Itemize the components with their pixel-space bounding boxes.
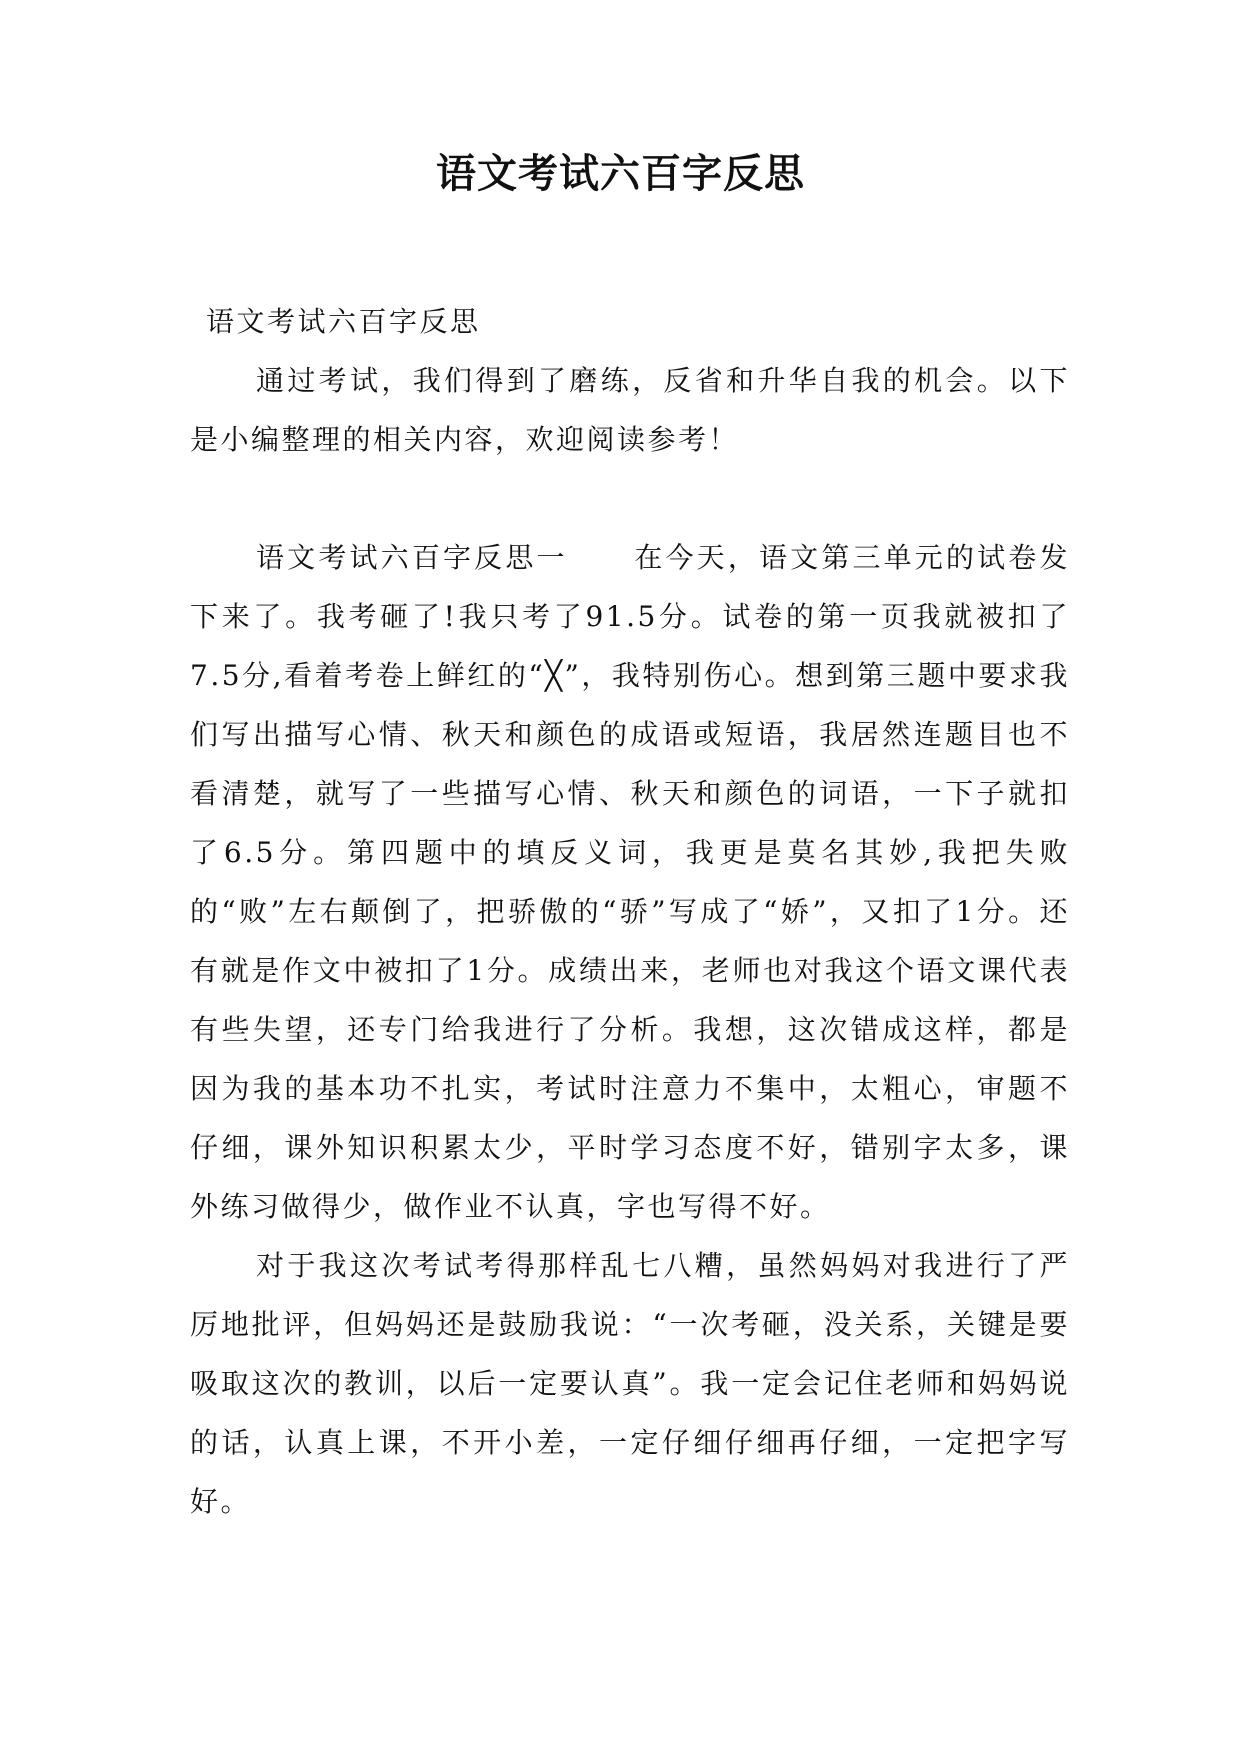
intro-paragraph: 通过考试，我们得到了磨练，反省和升华自我的机会。以下是小编整理的相关内容，欢迎阅读参考！ — [190, 364, 1070, 456]
document-subtitle: 语文考试六百字反思 — [206, 305, 481, 338]
paragraph-two: 对于我这次考试考得那样乱七八糟，虽然妈妈对我进行了严厉地批评，但妈妈还是鼓励我说：“一次考砸，没关系，关键是要吸取这次的教训，以后一定要认真”。我一定会记住老师和妈妈说的话，认真上课，不开小差，一定仔细仔细再仔细，一定把字写好。 — [190, 1249, 1070, 1518]
document-title: 语文考试六百字反思 — [436, 150, 805, 197]
section-heading: 语文考试六百字反思一 — [256, 541, 568, 574]
paragraph-one-text: 在今天，语文第三单元的试卷发下来了。我考砸了!我只考了91.5分。试卷的第一页我就被扣了7.5分,看着考卷上鲜红的“╳”，我特别伤心。想到第三题中要求我们写出描写心情、秋天和颜色的成语或短语，我居然连题目也不看清楚，就写了一些描写心情、秋天和颜色的词语，一下子就扣了6.5分。第四题中的填反义词，我更是莫名其妙,我把失败的“败”左右颠倒了，把骄傲的“骄”写成了“娇”，又扣了1分。还有就是作文中被扣了1分。成绩出来，老师也对我这个语文课代表有些失望，还专门给我进行了分析。我想，这次错成这样，都是因为我的基本功不扎实，考试时注意力不集中，太粗心，审题不仔细，课外知识积累太少，平时学习态度不好，错别字太多，课外练习做得少，做作业不认真，字也写得不好。 — [190, 541, 1070, 1223]
section-one-paragraph — [190, 528, 1070, 1236]
document-body — [190, 292, 1070, 1531]
blank-line — [190, 469, 1070, 528]
